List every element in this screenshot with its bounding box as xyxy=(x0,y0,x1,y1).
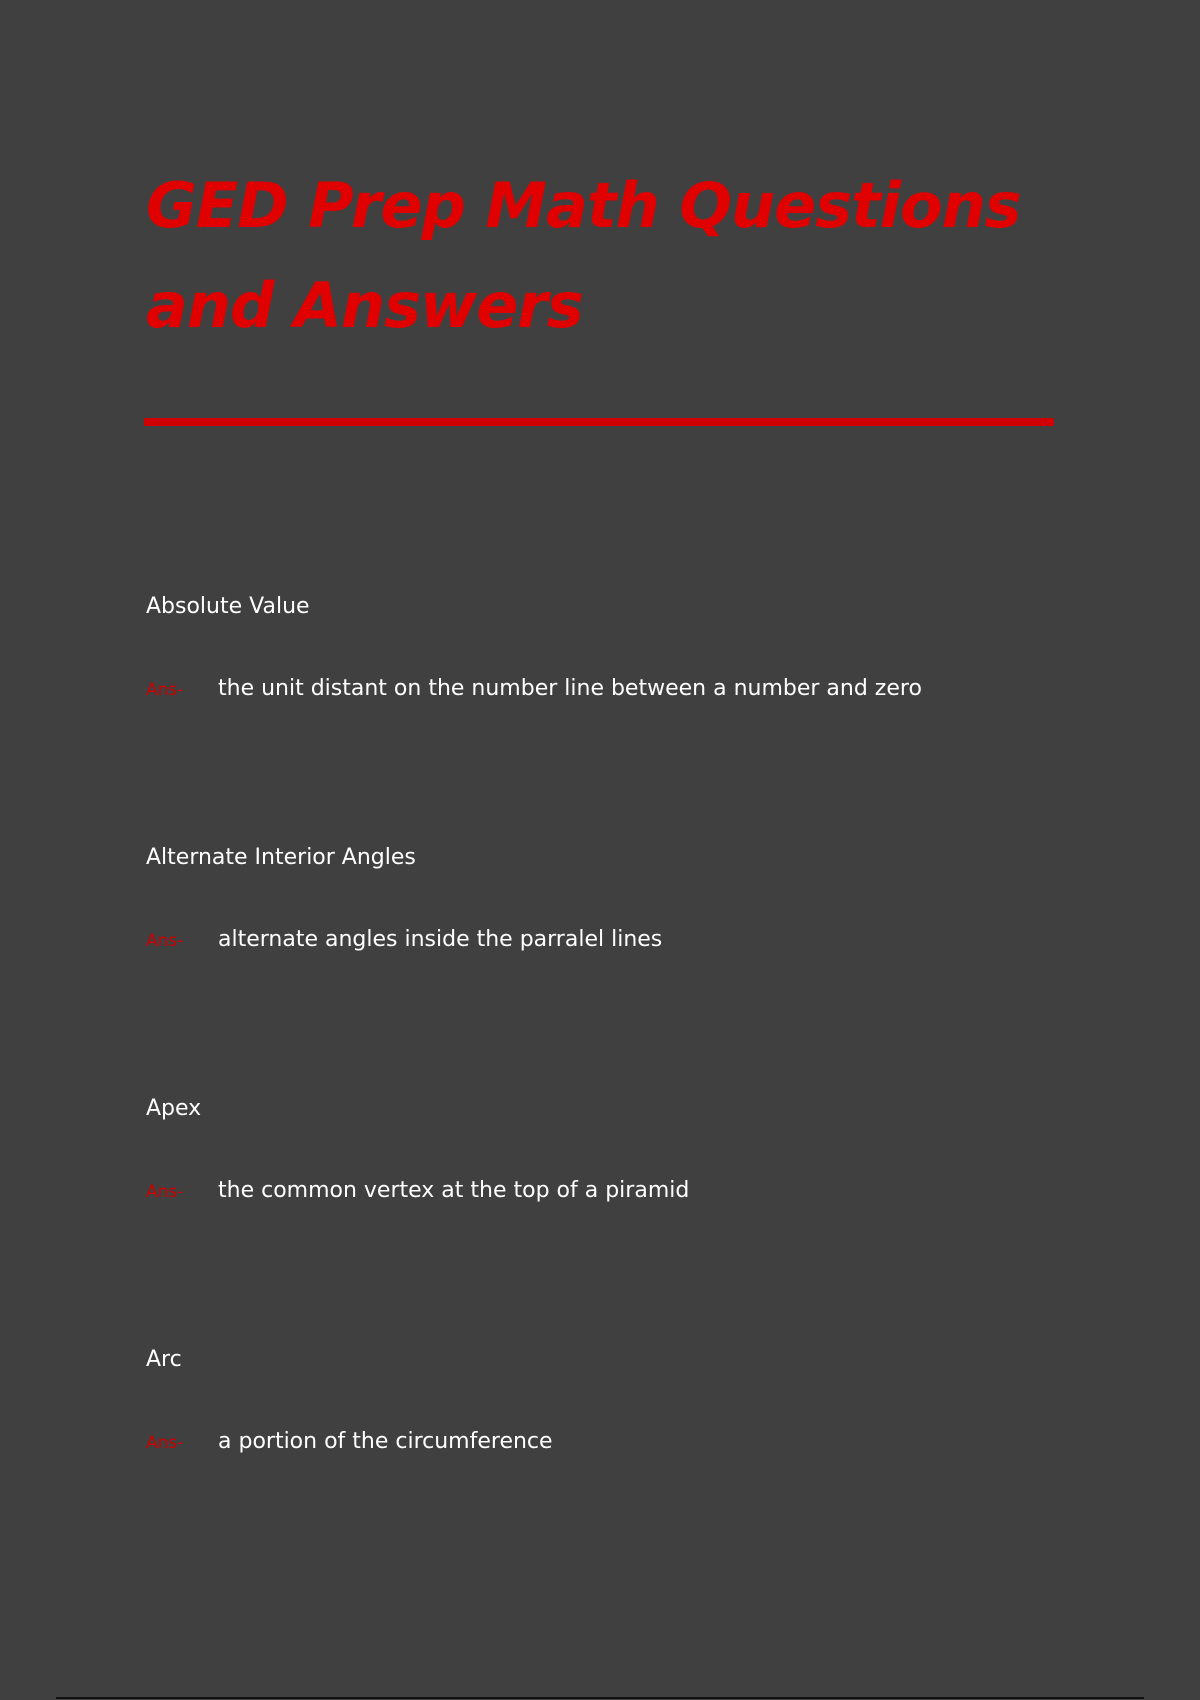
answer-text: the common vertex at the top of a piramid xyxy=(218,1178,690,1203)
answer-text: alternate angles inside the parralel lines xyxy=(218,927,663,952)
question-text: Alternate Interior Angles xyxy=(146,845,416,870)
question-text: Absolute Value xyxy=(146,594,310,619)
answer-row xyxy=(146,925,662,956)
answer-label: Ans- xyxy=(146,931,184,951)
title-divider xyxy=(144,418,1054,426)
answer-row xyxy=(146,674,922,705)
question-text: Arc xyxy=(146,1347,182,1372)
answer-text: a portion of the circumference xyxy=(218,1429,553,1454)
document-title: GED Prep Math Questions and Answers xyxy=(146,169,1021,342)
answer-text: the unit distant on the number line between a number and zero xyxy=(218,676,922,701)
answer-label: Ans- xyxy=(146,680,184,700)
answer-row xyxy=(146,1176,689,1207)
answer-label: Ans- xyxy=(146,1182,184,1202)
question-text: Apex xyxy=(146,1096,202,1121)
answer-row xyxy=(146,1427,553,1458)
answer-label: Ans- xyxy=(146,1433,184,1453)
page-bottom-border xyxy=(56,1697,1144,1699)
